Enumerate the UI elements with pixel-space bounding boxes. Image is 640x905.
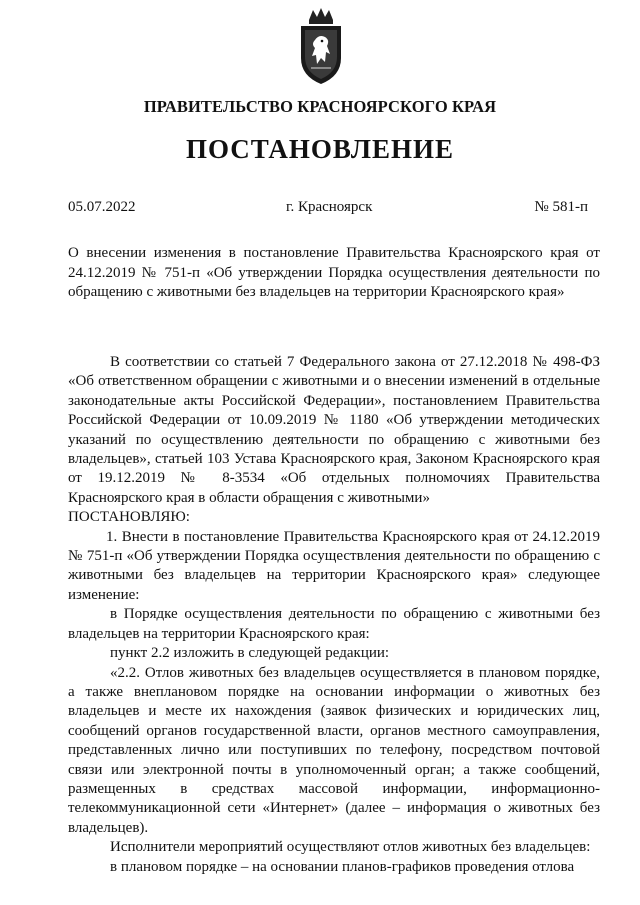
body-paragraph: «2.2. Отлов животных без владельцев осуществляется в плановом порядке, а также внеплановом порядке на основании информации о животных без владельцев и месте их нахождения (заявок физических и юридических лиц, сообщений органов государственной власти, органов местного самоуправления, представленных лично или поступивших по телефону, посредством почтовой связи или электронной почты в уполномоченный орган; а также сообщений, размещенных в средствах массовой информации, информационно-телекоммуникационной сети «Интернет» (далее – информация о животных без владельцев). — [68, 664, 600, 836]
document-body — [68, 353, 600, 877]
body-paragraph: в плановом порядке – на основании планов-графиков проведения отлова — [110, 858, 575, 875]
document-number: № 581-п — [534, 199, 588, 215]
resolution-keyword: ПОСТАНОВЛЯЮ: — [68, 509, 190, 526]
coat-of-arms-icon — [297, 6, 345, 86]
document-date: 05.07.2022 — [68, 199, 136, 215]
body-paragraph: 1. Внести в постановление Правительства Красноярского края от 24.12.2019 № 751-п «Об утверждении Порядка осуществления деятельности по обращению с животными без владельцев на территории Красноярского края» следующее изменение: — [68, 528, 600, 603]
organization-title: ПРАВИТЕЛЬСТВО КРАСНОЯРСКОГО КРАЯ — [143, 97, 497, 116]
body-paragraph: в Порядке осуществления деятельности по обращению с животными без владельцев на территории Красноярского края: — [68, 606, 600, 642]
body-paragraph: В соответствии со статьей 7 Федерального закона от 27.12.2018 № 498-ФЗ «Об ответственном обращении с животными и о внесении изменений в отдельные законодательные акты Российской Федерации», постановлением Правительства Российской Федерации от 10.09.2019 № 1180 «Об утверждении методических указаний по осуществлению деятельности по обращению с животными без владельцев», статьей 103 Устава Красноярского края, Законом Красноярского края от 19.12.2019 № 8-3534 «Об отдельных полномочиях Правительства Красноярского края в области обращения с животными» — [68, 354, 600, 506]
document-city: г. Красноярск — [286, 199, 373, 215]
document-subject: О внесении изменения в постановление Правительства Красноярского края от 24.12.2019 № 751-п «Об утверждении Порядка осуществления деятельности по обращению с животными без владельцев на территории Красноярского края» — [68, 245, 600, 300]
document-type-title: ПОСТАНОВЛЕНИЕ — [185, 134, 455, 164]
body-paragraph: Исполнители мероприятий осуществляют отлов животных без владельцев: — [110, 839, 591, 856]
body-paragraph: пункт 2.2 изложить в следующей редакции: — [110, 645, 390, 662]
